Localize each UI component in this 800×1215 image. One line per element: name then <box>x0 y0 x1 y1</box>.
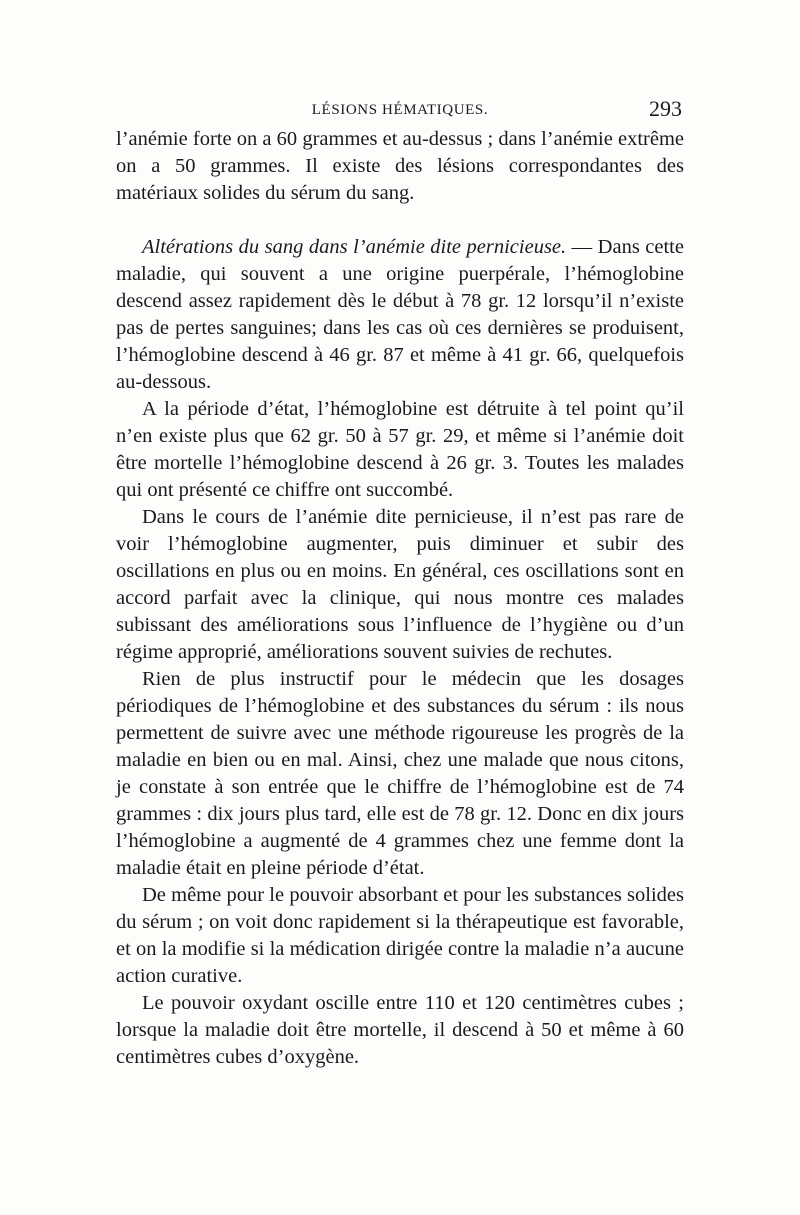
page-number: 293 <box>649 96 682 121</box>
running-head <box>116 96 684 126</box>
paragraph-continuation: l’anémie forte on a 60 grammes et au-dessus ; dans l’anémie extrême on a 50 grammes. Il existe des lésions correspondantes des matériaux solides du sérum du sang. <box>116 128 684 204</box>
paragraph-pouvoir-absorbant: De même pour le pouvoir absorbant et pour les substances solides du sérum ; on voit donc rapidement si la thérapeutique est favorable, et on la modifie si la médication dirigée contre la maladie n’a aucune action curative. <box>116 884 684 987</box>
paragraph-pouvoir-oxydant: Le pouvoir oxydant oscille entre 110 et 120 centimètres cubes ; lorsque la maladie doit être mortelle, il descend à 50 et même à 60 centimètres cubes d’oxygène. <box>116 992 684 1068</box>
paragraph-periode-etat: A la période d’état, l’hémoglobine est détruite à tel point qu’il n’en existe plus que 62 gr. 50 à 57 gr. 29, et même si l’anémie doit être mortelle l’hémoglobine descend à 26 gr. 3. Toutes les malades qui ont présenté ce chiffre ont succombé. <box>116 398 684 501</box>
paragraph-section-pernicious-anemia <box>116 234 684 396</box>
body-text <box>116 126 684 1071</box>
section-heading: Altérations du sang dans l’anémie dite pernicieuse. <box>142 236 567 258</box>
paragraph-dosages: Rien de plus instructif pour le médecin que les dosages périodiques de l’hémoglobine et des substances du sérum : ils nous permettent de suivre avec une méthode rigoureuse les progrès de la maladie en bien ou en mal. Ainsi, chez une malade que nous citons, je constate à son entrée que le chiffre de l’hémoglobine est de 74 grammes : dix jours plus tard, elle est de 78 gr. 12. Donc en dix jours l’hémoglobine a augmenté de 4 grammes chez une femme dont la maladie était en pleine période d’état. <box>116 668 684 879</box>
paragraph-oscillations: Dans le cours de l’anémie dite pernicieuse, il n’est pas rare de voir l’hémoglobine augmenter, puis diminuer et subir des oscillations en plus ou en moins. En général, ces oscillations sont en accord parfait avec la clinique, qui nous montre ces malades subissant des améliorations sous l’influence de l’hygiène ou d’un régime approprié, améliorations souvent suivies de rechutes. <box>116 506 684 663</box>
paragraph-text: — Dans cette maladie, qui souvent a une origine puerpérale, l’hémoglobine descend assez rapidement dès le début à 78 gr. 12 lorsqu’il n’existe pas de pertes sanguines; dans les cas où ces dernières se produisent, l’hémoglobine descend à 46 gr. 87 et même à 41 gr. 66, quelquefois au-dessous. <box>116 236 684 393</box>
running-title: LÉSIONS HÉMATIQUES. <box>311 102 489 118</box>
